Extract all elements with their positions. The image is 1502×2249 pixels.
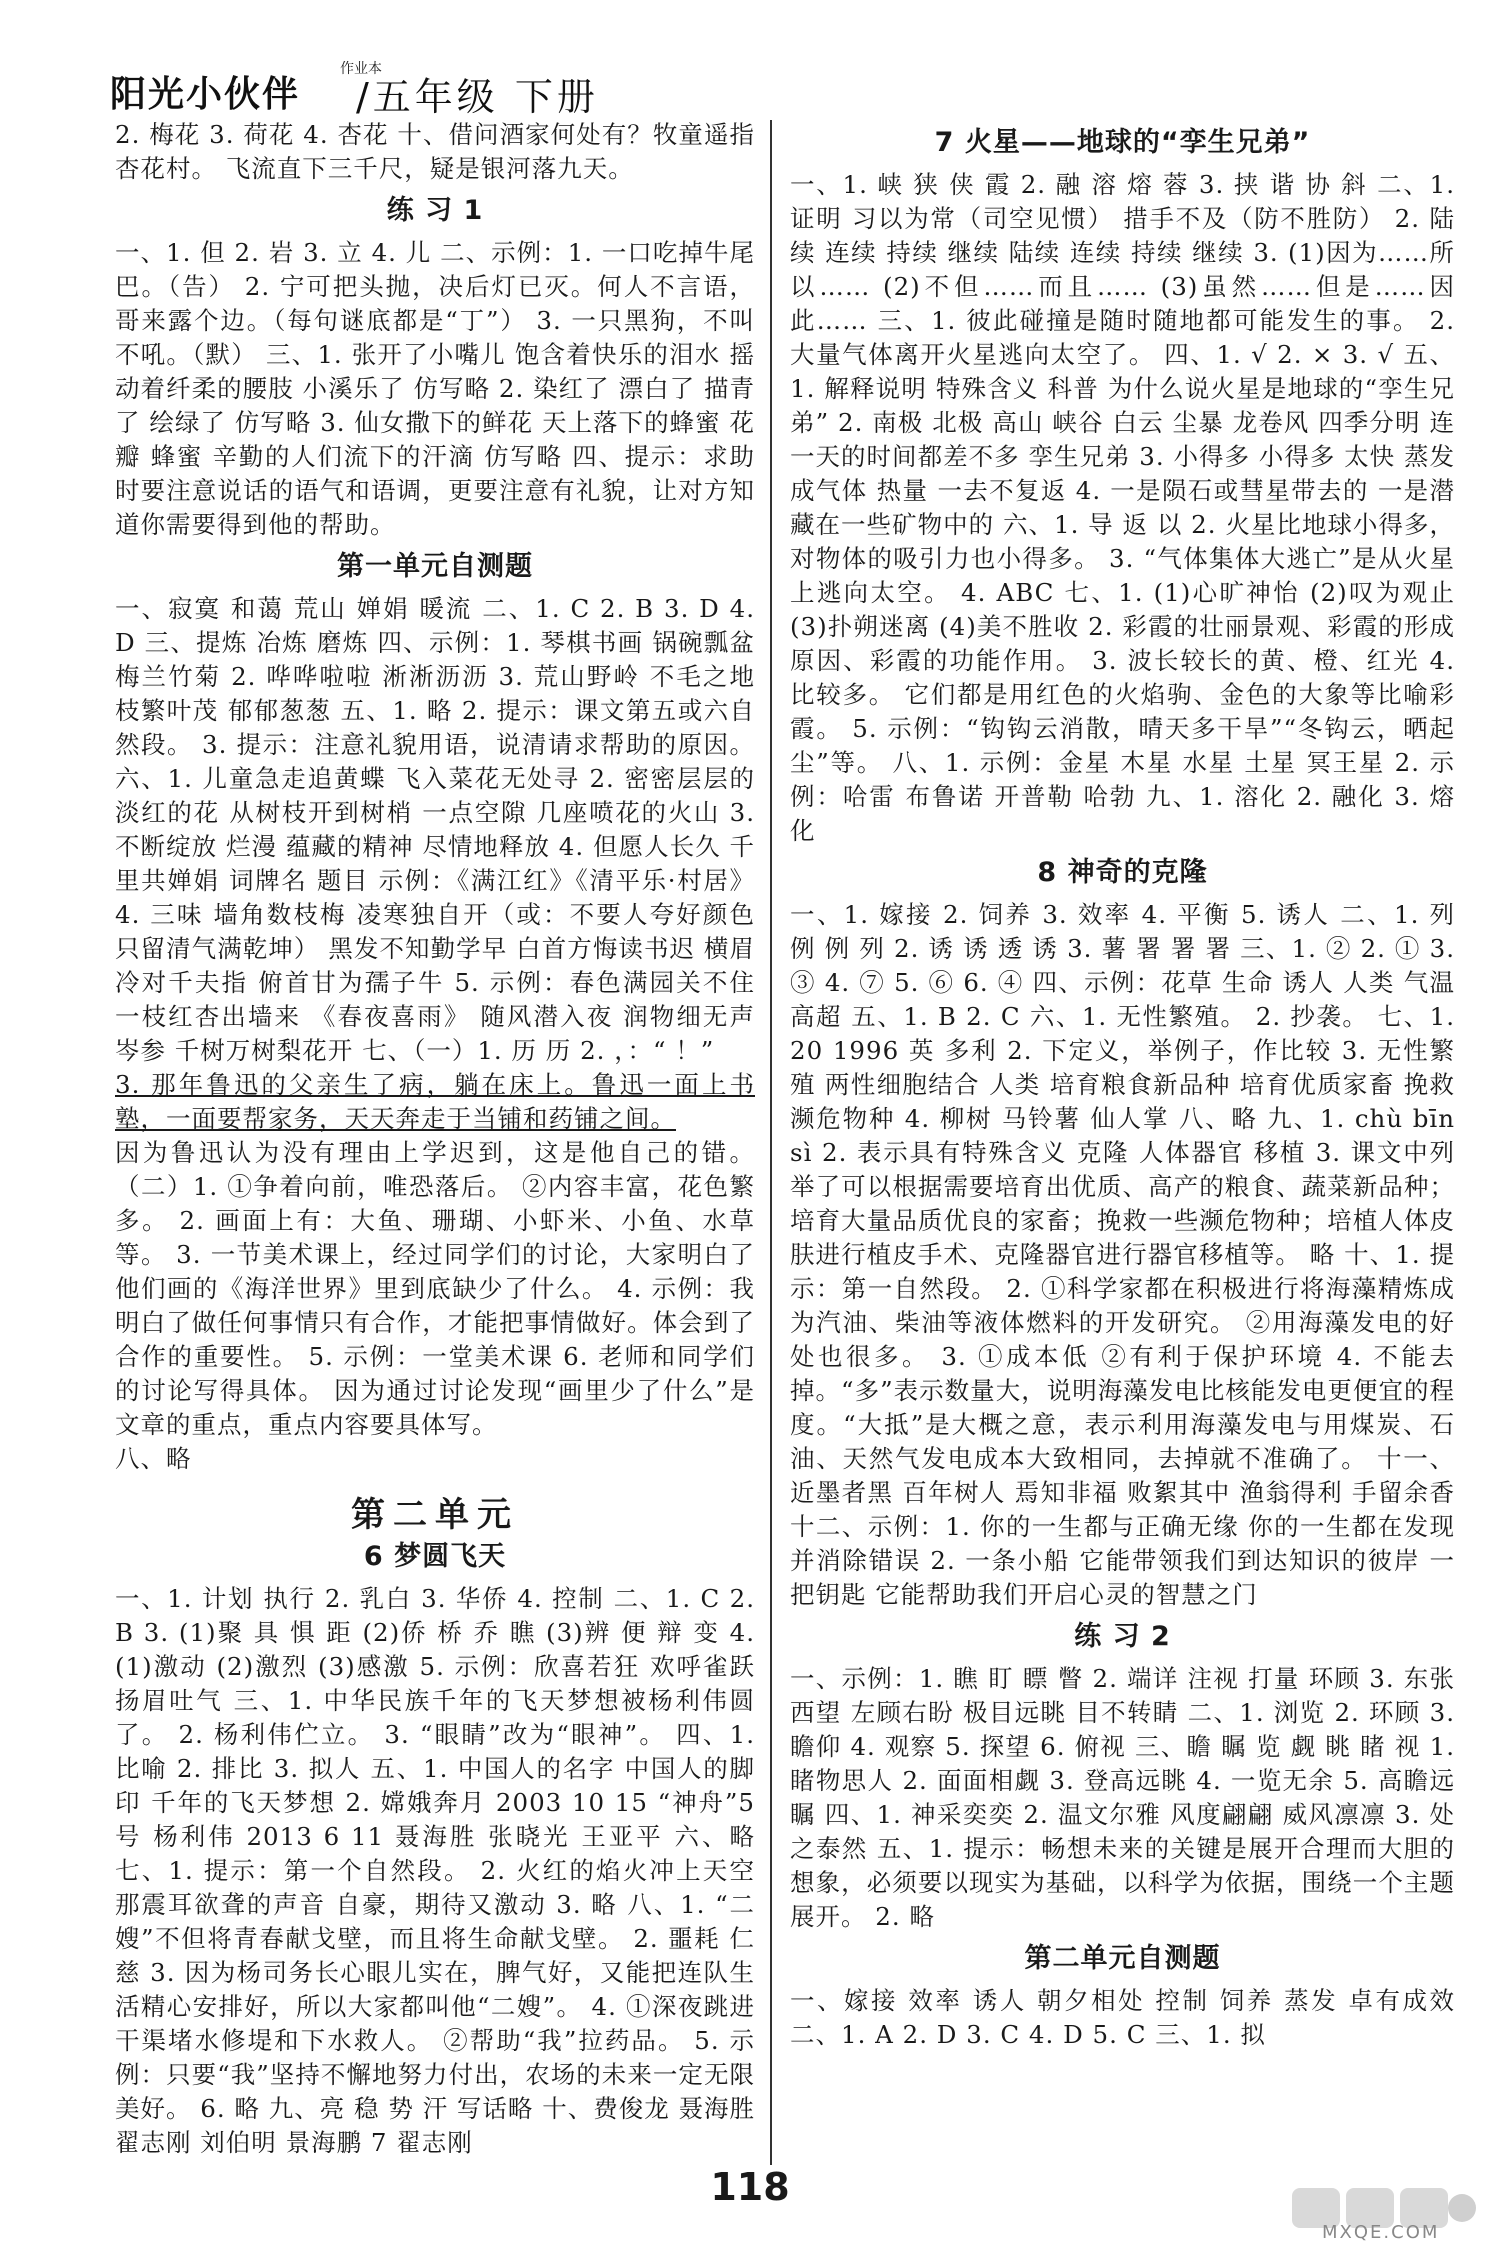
section-heading: 6 梦圆飞天 — [363, 1541, 507, 1572]
brand-logo: 阳光小伙伴 — [110, 74, 301, 115]
answer-paragraph: 2. 梅花 3. 荷花 4. 杏花 十、借问酒家何处有？牧童遥指杏花村。 飞流直下三千尺，疑是银河落九天。 — [115, 120, 755, 183]
section-heading: 第一单元自测题 — [337, 551, 533, 582]
watermark-text: MXQE.COM — [1322, 2222, 1440, 2243]
page-header — [110, 58, 1410, 118]
answer-paragraph: 一、1. 峡 狭 侠 霞 2. 融 溶 熔 蓉 3. 挟 谐 协 斜 二、1. 证明 习以为常（司空见惯） 措手不及（防不胜防） 2. 陆续 连续 持续 继续 陆续 连续 持续 继续 3. (1)因为……所以…… (2)不但……而且…… (3)虽然……但是……因此…… 三、1. 彼此碰撞是随时随地都可能发生的事。 2. 大量气体离开火星逃向太空了。 四、1. √ 2. × 3. √ 五、1. 解释说明 特殊含义 科普 为什么说火星是地球的“孪生兄弟” 2. 南极 北极 高山 峡谷 白云 尘暴 龙卷风 四季分明 连一天的时间都差不多 孪生兄弟 3. 小得多 小得多 太快 蒸发成气体 热量 一去不复返 4. 一是陨石或彗星带去的 一是潜藏在一些矿物中的 六、1. 导 返 以 2. 火星比地球小得多，对物体的吸引力也小得多。 3. “气体集体大逃亡”是从火星上逃向太空。 4. ABC 七、1. (1)心旷神怡 (2)叹为观止 (3)扑朔迷离 (4)美不胜收 2. 彩霞的壮丽景观、彩霞的形成原因、彩霞的功能作用。 3. 波长较长的黄、橙、红光 4. 比较多。 它们都是用红色的火焰驹、金色的大象等比喻彩霞。 5. 示例：“钩钩云消散，晴天多干旱”“冬钩云，晒起尘”等。 八、1. 示例：金星 木星 水星 土星 冥王星 2. 示例：哈雷 布鲁诺 开普勒 哈勃 九、1. 溶化 2. 融化 3. 熔化 — [790, 170, 1455, 845]
answer-paragraph: 一、1. 但 2. 岩 3. 立 4. 儿 二、示例：1. 一口吃掉牛尾巴。（告） 2. 宁可把头抛，决后灯已灭。何人不言语，哥来露个边。（每句谜底都是“丁”） 3. 一只黑狗，不叫不吼。（默） 三、1. 张开了小嘴儿 饱含着快乐的泪水 摇动着纤柔的腰肢 小溪乐了 仿写略 2. 染红了 漂白了 描青了 绘绿了 仿写略 3. 仙女撒下的鲜花 天上落下的蜂蜜 花瓣 蜂蜜 辛勤的人们流下的汗滴 仿写略 四、提示：求助时要注意说话的语气和语调，更要注意有礼貌，让对方知道你需要得到他的帮助。 — [115, 238, 755, 539]
column-divider — [770, 120, 772, 2165]
left-column — [115, 118, 755, 2160]
section-heading: 第二单元 — [351, 1495, 519, 1535]
answer-paragraph: 一、嫁接 效率 诱人 朝夕相处 控制 饲养 蒸发 卓有成效 二、1. A 2. D 3. C 4. D 5. C 三、1. 拟 — [790, 1986, 1455, 2049]
section-heading: 7 火星——地球的“孪生兄弟” — [934, 127, 1311, 158]
answer-paragraph: 因为鲁迅认为没有理由上学迟到，这是他自己的错。 （二）1. ①争着向前，唯恐落后。 ②内容丰富，花色繁多。 2. 画面上有：大鱼、珊瑚、小虾米、小鱼、水草等。 3. 一节美术课上，经过同学们的讨论，大家明白了他们画的《海洋世界》里到底缺少了什么。 4. 示例：我明白了做任何事情只有合作，才能把事情做好。体会到了合作的重要性。 5. 示例：一堂美术课 6. 老师和同学们的讨论写得具体。 因为通过讨论发现“画里少了什么”是文章的重点，重点内容要具体写。 — [115, 1138, 755, 1439]
workbook-tag: 作业本 — [340, 61, 382, 77]
underlined-answer: 3. 那年鲁迅的父亲生了病，躺在床上。鲁迅一面上书塾，一面要帮家务，天天奔走于当铺和药铺之间。 — [115, 1070, 755, 1133]
answer-paragraph: 一、1. 嫁接 2. 饲养 3. 效率 4. 平衡 5. 诱人 二、1. 列 例 例 列 2. 诱 诱 透 诱 3. 薯 署 署 署 三、1. ② 2. ① 3. ③ 4. ⑦ 5. ⑥ 6. ④ 四、示例：花草 生命 诱人 人类 气温 高超 五、1. B 2. C 六、1. 无性繁殖。 2. 抄袭。 七、1. 20 1996 英 多利 2. 下定义，举例子，作比较 3. 无性繁殖 两性细胞结合 人类 培育粮食新品种 培育优质家畜 挽救濒危物种 4. 柳树 马铃薯 仙人掌 八、略 九、1. chù bīn sì 2. 表示具有特殊含义 克隆 人体器官 移植 3. 课文中列举了可以根据需要培育出优质、高产的粮食、蔬菜新品种；培育大量品质优良的家畜；挽救一些濒危物种；培植人体皮肤进行植皮手术、克隆器官进行器官移植等。 略 十、1. 提示：第一自然段。 2. ①科学家都在积极进行将海藻精炼成为汽油、柴油等液体燃料的开发研究。 ②用海藻发电的好处也很多。 3. ①成本低 ②有利于保护环境 4. 不能去掉。“多”表示数量大，说明海藻发电比核能发电更便宜的程度。“大抵”是大概之意，表示利用海藻发电与用煤炭、石油、天然气发电成本大致相同，去掉就不准确了。 十一、近墨者黑 百年树人 焉知非福 败絮其中 渔翁得利 手留余香 十二、示例：1. 你的一生都与正确无缘 你的一生都在发现并消除错误 2. 一条小船 它能带领我们到达知识的彼岸 一把钥匙 它能帮助我们开启心灵的智慧之门 — [790, 900, 1455, 1609]
right-column — [790, 118, 1455, 2052]
answer-paragraph: 八、略 — [115, 1444, 192, 1473]
page-number: 118 — [710, 2165, 790, 2209]
answer-paragraph: 一、示例：1. 瞧 盯 瞟 瞥 2. 端详 注视 打量 环顾 3. 东张西望 左顾右盼 极目远眺 目不转睛 二、1. 浏览 2. 环顾 3. 瞻仰 4. 观察 5. 探望 6. 俯视 三、瞻 瞩 览 觑 眺 睹 视 1. 睹物思人 2. 面面相觑 3. 登高远眺 4. 一览无余 5. 高瞻远瞩 四、1. 神采奕奕 2. 温文尔雅 风度翩翩 威风凛凛 3. 处之泰然 五、1. 提示：畅想未来的关键是展开合理而大胆的想象，必须要以现实为基础，以科学为依据，围绕一个主题展开。 2. 略 — [790, 1664, 1455, 1931]
section-heading: 8 神奇的克隆 — [1037, 857, 1208, 888]
grade-label: /五年级 下册 — [356, 75, 599, 119]
section-heading: 第二单元自测题 — [1024, 1943, 1221, 1974]
answer-paragraph: 一、1. 计划 执行 2. 乳白 3. 华侨 4. 控制 二、1. C 2. B 3. (1)聚 具 惧 距 (2)侨 桥 乔 瞧 (3)辨 便 辩 变 4. (1)激动 (2)激烈 (3)感激 5. 示例：欣喜若狂 欢呼雀跃 扬眉吐气 三、1. 中华民族千年的飞天梦想被杨利伟圆了。 2. 杨利伟伫立。 3. “眼睛”改为“眼神”。 四、1. 比喻 2. 排比 3. 拟人 五、1. 中国人的名字 中国人的脚印 千年的飞天梦想 2. 嫦娥奔月 2003 10 15 “神舟”5号 杨利伟 2013 6 11 聂海胜 张晓光 王亚平 六、略 七、1. 提示：第一个自然段。 2. 火红的焰火冲上天空 那震耳欲聋的声音 自豪，期待又激动 3. 略 八、1. “二嫂”不但将青春献戈壁，而且将生命献戈壁。 2. 噩耗 仁慈 3. 因为杨司务长心眼儿实在，脾气好，又能把连队生活精心安排好，所以大家都叫他“二嫂”。 4. ①深夜跳进干渠堵水修堤和下水救人。 ②帮助“我”拉药品。 5. 示例：只要“我”坚持不懈地努力付出，农场的未来一定无限美好。 6. 略 九、亮 稳 势 汗 写话略 十、费俊龙 聂海胜 翟志刚 刘伯明 景海鹏 7 翟志刚 — [115, 1584, 755, 2157]
section-heading: 练 习 1 — [386, 195, 484, 226]
section-heading: 练 习 2 — [1074, 1621, 1171, 1652]
answer-paragraph: 一、寂寞 和蔼 荒山 婵娟 暖流 二、1. C 2. B 3. D 4. D 三、提炼 冶炼 磨炼 四、示例：1. 琴棋书画 锅碗瓢盆 梅兰竹菊 2. 哗哗啦啦 淅淅沥沥 3. 荒山野岭 不毛之地 枝繁叶茂 郁郁葱葱 五、1. 略 2. 提示：课文第五或六自然段。 3. 提示：注意礼貌用语，说清请求帮助的原因。 六、1. 儿童急走追黄蝶 飞入菜花无处寻 2. 密密层层的淡红的花 从树枝开到树梢 一点空隙 几座喷花的火山 3. 不断绽放 烂漫 蕴藏的精神 尽情地释放 4. 但愿人长久 千里共婵娟 词牌名 题目 示例：《满江红》《清平乐·村居》 4. 三味 墙角数枝梅 凌寒独自开（或：不要人夸好颜色 只留清气满乾坤） 黑发不知勤学早 白首方悔读书迟 横眉冷对千夫指 俯首甘为孺子牛 5. 示例：春色满园关不住 一枝红杏出墙来 《春夜喜雨》 随风潜入夜 润物细无声 岑参 千树万树梨花开 七、（一）1. 历 历 2. ，：“ ！” — [115, 594, 755, 1065]
